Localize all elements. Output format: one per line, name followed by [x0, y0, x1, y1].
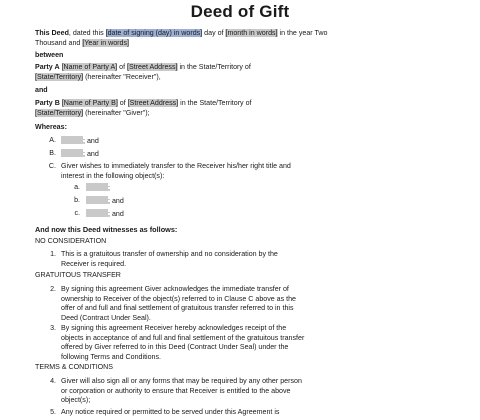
- clause-line: offered by Giver referred to in this Deed (Contract Under Seal) under the: [61, 343, 289, 352]
- clause-4-number: 4.: [50, 377, 56, 385]
- party-a-state-field[interactable]: [State/Territory]: [35, 72, 84, 81]
- party-b-paragraph: [35, 99, 335, 118]
- clause-line: objects in acceptance of and full and final settlement of the gratuitous transfer: [61, 333, 305, 342]
- clause-line: Deed (Contract Under Seal).: [61, 313, 151, 322]
- party-b-address-field[interactable]: [Street Address]: [127, 99, 179, 107]
- recital-a-text: ; and: [83, 137, 99, 145]
- recital-c-line: Giver wishes to immediately transfer to the Receiver his/her right title and: [61, 162, 291, 170]
- intro-paragraph: [35, 29, 335, 48]
- section-no-consideration-heading: NO CONSIDERATION: [35, 237, 107, 245]
- and-heading: and: [35, 86, 48, 94]
- party-a-role: (hereinafter "Receiver"),: [83, 72, 161, 81]
- clause-3-number: 3.: [50, 324, 56, 332]
- object-a-label: a.: [74, 183, 80, 191]
- object-c-text: ; and: [108, 210, 124, 218]
- party-a-label: Party A: [35, 63, 60, 71]
- object-c: [86, 209, 124, 220]
- month-field[interactable]: [month in words]: [225, 29, 278, 37]
- party-b-role: (hereinafter "Giver");: [83, 108, 150, 117]
- recital-c-label: C.: [48, 162, 56, 170]
- recital-b: [61, 149, 99, 160]
- object-a-text: ;: [108, 184, 110, 192]
- day-of-text: day of: [202, 29, 226, 37]
- recital-b-field[interactable]: [61, 149, 83, 157]
- party-a-name-field[interactable]: [Name of Party A]: [61, 63, 118, 71]
- party-a-paragraph: [35, 63, 335, 82]
- party-b-label: Party B: [35, 99, 60, 107]
- clause-2: [61, 285, 361, 323]
- in-the-year-text: in the year Two Thousand and: [35, 29, 328, 47]
- clause-line: This is a gratuitous transfer of ownership and no consideration by the: [61, 250, 278, 258]
- year-field[interactable]: [Year in words]: [82, 38, 130, 47]
- clause-1-number: 1.: [50, 250, 56, 258]
- clause-5-number: 5.: [50, 408, 56, 416]
- recital-c: [61, 162, 351, 181]
- between-heading: between: [35, 51, 64, 59]
- clause-3: [61, 324, 361, 362]
- object-b-field[interactable]: [86, 196, 108, 204]
- party-a-state-text: in the State/Territory of: [177, 63, 251, 71]
- party-b-of-text: of: [117, 99, 128, 107]
- clause-1: [61, 250, 351, 269]
- clause-5: [61, 408, 361, 418]
- witnesses-heading: And now this Deed witnesses as follows:: [35, 225, 178, 234]
- object-c-label: c.: [74, 209, 80, 217]
- recital-c-line: interest in the following object(s):: [61, 171, 165, 180]
- recital-a-field[interactable]: [61, 136, 83, 144]
- clause-4: [61, 377, 361, 406]
- clause-2-number: 2.: [50, 285, 56, 293]
- this-deed-text: This Deed: [35, 29, 69, 37]
- clause-line: offer of and full and final settlement of gratuitous transfer referred to in this: [61, 304, 294, 313]
- recital-a-label: A.: [49, 136, 56, 144]
- clause-line: following Terms and Conditions.: [61, 352, 162, 361]
- clause-line: object(s);: [61, 396, 91, 405]
- clause-line: or corporation or authority to ensure that Receiver is entitled to the above: [61, 386, 291, 395]
- clause-line: Receiver is required.: [61, 259, 127, 268]
- recital-b-text: ; and: [83, 150, 99, 158]
- object-b-text: ; and: [108, 197, 124, 205]
- party-b-state-field[interactable]: [State/Territory]: [35, 108, 84, 117]
- document-title: Deed of Gift: [190, 2, 290, 21]
- party-a-address-field[interactable]: [Street Address]: [127, 63, 178, 71]
- dated-this-text: , dated this: [68, 29, 106, 37]
- clause-line: By signing this agreement Giver acknowledges the immediate transfer of: [61, 285, 289, 293]
- party-b-state-text: in the State/Territory of: [178, 99, 252, 107]
- section-gratuitous-transfer-heading: GRATUITOUS TRANSFER: [35, 271, 121, 279]
- recital-b-label: B.: [49, 149, 56, 157]
- party-a-of-text: of: [117, 63, 128, 71]
- party-b-name-field[interactable]: [Name of Party B]: [61, 99, 118, 107]
- object-a: [86, 183, 110, 194]
- clause-line: ownership to Receiver of the object(s) referred to in Clause C above as the: [61, 294, 297, 303]
- object-b: [86, 196, 124, 207]
- object-c-field[interactable]: [86, 209, 108, 217]
- date-field[interactable]: [date of signing (day) in words]: [105, 29, 203, 37]
- section-terms-heading: TERMS & CONDITIONS: [35, 363, 114, 371]
- clause-line: Giver will also sign all or any forms that may be required by any other person: [61, 377, 302, 385]
- object-a-field[interactable]: [86, 183, 108, 191]
- whereas-heading: Whereas:: [35, 123, 67, 131]
- recital-a: [61, 136, 99, 147]
- object-b-label: b.: [74, 196, 80, 204]
- clause-line: By signing this agreement Receiver hereby acknowledges receipt of the: [61, 324, 287, 332]
- clause-line: Any notice required or permitted to be served under this Agreement is: [61, 408, 280, 416]
